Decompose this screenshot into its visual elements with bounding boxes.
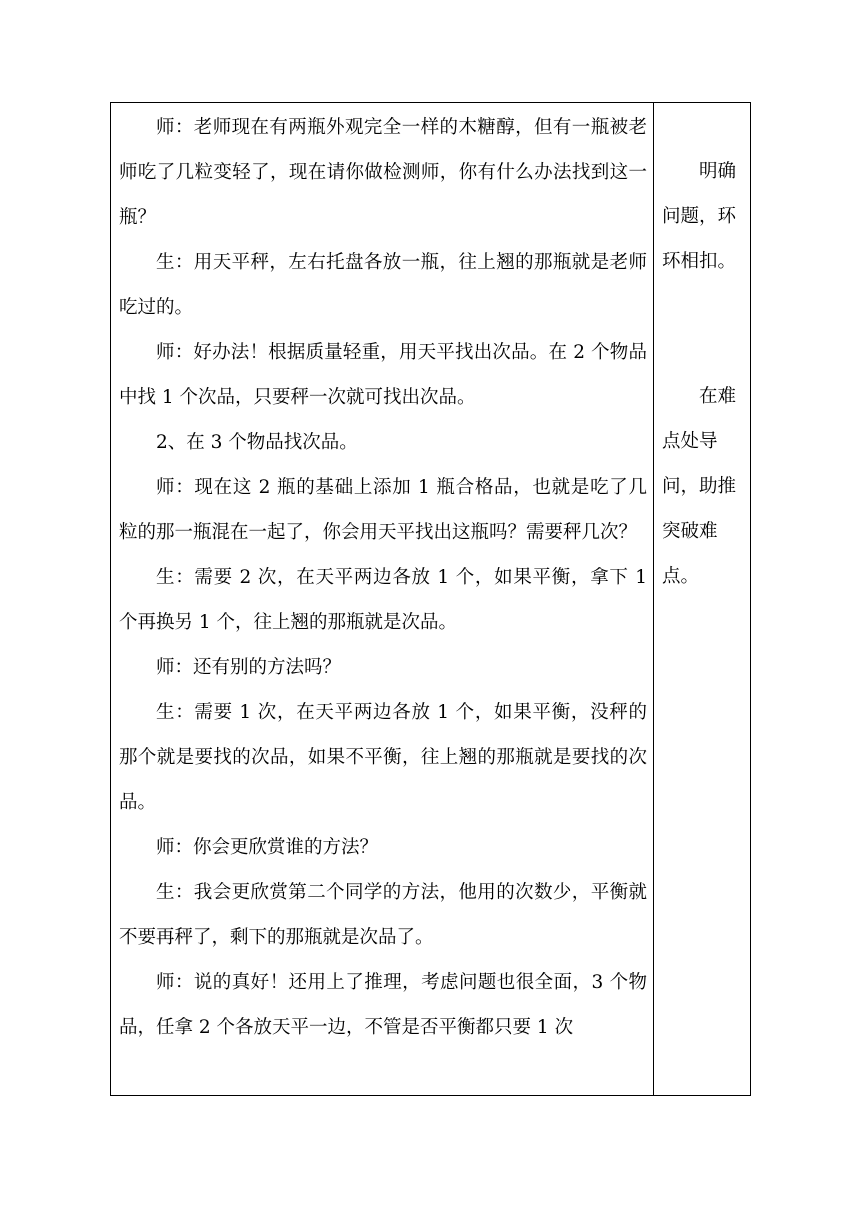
design-intent-cell <box>654 103 751 1096</box>
dialogue-paragraph: 生：我会更欣赏第二个同学的方法，他用的次数少，平衡就不要再秤了，剩下的那瓶就是次品了。 <box>119 882 647 948</box>
dialogue-paragraph: 师：还有别的方法吗？ <box>156 657 342 678</box>
side-note: 明确问题，环环相扣。 <box>662 161 737 272</box>
teaching-process-text <box>111 103 653 1050</box>
lesson-plan-table <box>110 102 751 1096</box>
section-heading: 2、在 3 个物品找次品。 <box>156 432 358 453</box>
table-row <box>111 103 751 1096</box>
dialogue-paragraph: 生：需要 2 次，在天平两边各放 1 个，如果平衡，拿下 1 个再换另 1 个，往上翘的那瓶就是次品。 <box>119 567 647 633</box>
design-intent-text <box>654 103 750 599</box>
side-note: 在难点处导问，助推突破难点。 <box>662 386 737 587</box>
dialogue-paragraph: 师：老师现在有两瓶外观完全一样的木糖醇，但有一瓶被老师吃了几粒变轻了，现在请你做检测师，你有什么办法找到这一瓶？ <box>119 117 647 228</box>
dialogue-paragraph: 师：好办法！根据质量轻重，用天平找出次品。在 2 个物品中找 1 个次品，只要秤一次就可找出次品。 <box>119 342 647 408</box>
dialogue-paragraph: 师：现在这 2 瓶的基础上添加 1 瓶合格品，也就是吃了几粒的那一瓶混在一起了，你会用天平找出这瓶吗？需要秤几次？ <box>119 477 647 543</box>
dialogue-paragraph: 师：说的真好！还用上了推理，考虑问题也很全面，3 个物品，任拿 2 个各放天平一边，不管是否平衡都只要 1 次 <box>119 972 647 1038</box>
dialogue-paragraph: 师：你会更欣赏谁的方法？ <box>156 837 379 858</box>
teaching-process-cell <box>111 103 654 1096</box>
dialogue-paragraph: 生：用天平秤，左右托盘各放一瓶，往上翘的那瓶就是老师吃过的。 <box>119 252 647 318</box>
dialogue-paragraph: 生：需要 1 次，在天平两边各放 1 个，如果平衡，没秤的那个就是要找的次品，如果不平衡，往上翘的那瓶就是要找的次品。 <box>119 702 647 813</box>
